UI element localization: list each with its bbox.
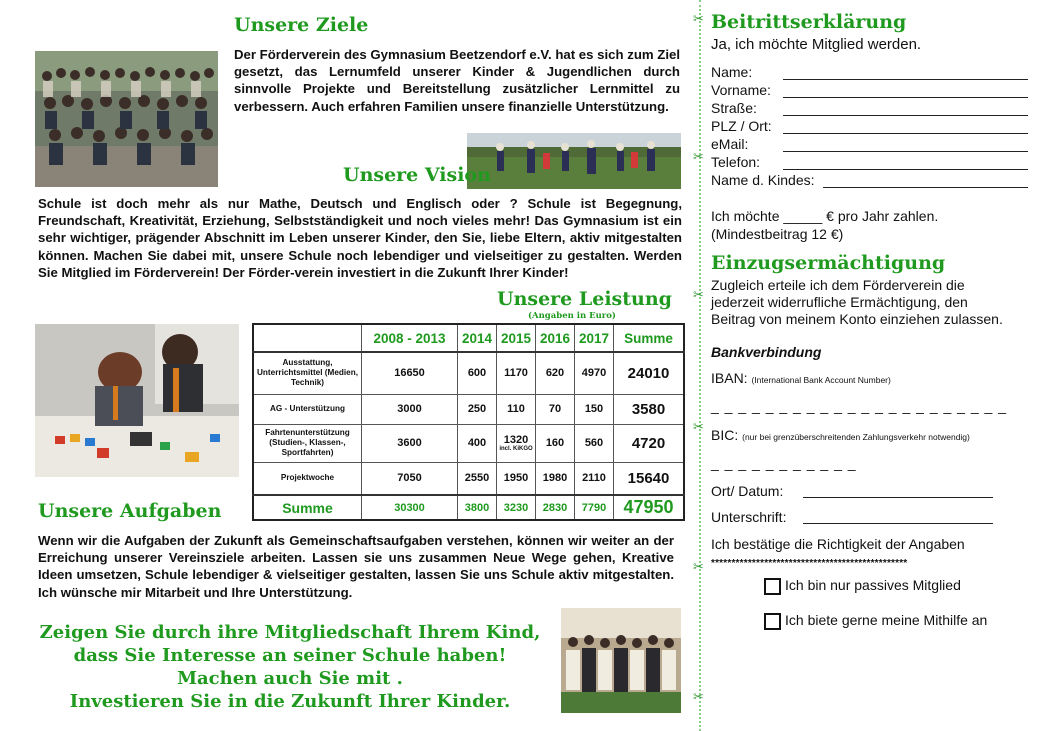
- slogan-line: Machen auch Sie mit .: [177, 668, 403, 689]
- table-cell: 16650: [362, 352, 458, 394]
- robotics-photo: [35, 324, 239, 477]
- scissors-icon: ✂: [693, 690, 704, 705]
- iban-note: (International Bank Account Number): [751, 375, 891, 385]
- name-input-line[interactable]: [783, 79, 1028, 80]
- row-sum: 3580: [614, 394, 685, 424]
- table-cell: 1170: [497, 352, 536, 394]
- choir-photo: [561, 608, 681, 713]
- iban-input-blanks[interactable]: _ _ _ _ _ _ _ _ _ _ _ _ _ _ _ _ _ _ _ _ _ _: [711, 398, 1007, 414]
- scissors-icon: ✂: [693, 420, 704, 435]
- helper-label: Ich biete gerne meine Mithilfe an: [785, 612, 988, 628]
- row-label: Fahrtenunterstützung (Studien-, Klassen-, Sportfahrten): [253, 424, 362, 462]
- table-row: [253, 352, 684, 394]
- table-cell: 7050: [362, 462, 458, 495]
- table-cell: 1950: [497, 462, 536, 495]
- field-label-name: Name:: [711, 64, 753, 80]
- sepa-title: Einzugsermächtigung: [711, 252, 946, 274]
- text-vision: Schule ist doch mehr als nur Mathe, Deutsch und Englisch oder ? Schule ist Begegnung, Freundschaft, Kreativität, Erziehung, Selbstständigkeit und noch vieles mehr! Das Gymnasium ist ein sehr wichtiger, prägender Abschnitt im Leben unserer Kinder, den Sie, liebe Eltern, aktiv mitgestalten können. Machen Sie dabei mit, unsere Schule noch lebendiger und vielseitiger zu gestalten. Werden Sie Mitglied im Förderverein! Der Förder-verein investiert in die Zukunft Ihrer Kinder!: [38, 196, 682, 280]
- email-input-line[interactable]: [783, 151, 1028, 152]
- running-photo: [467, 133, 681, 189]
- row-label: Projektwoche: [253, 462, 362, 495]
- field-label-vorname: Vorname:: [711, 82, 771, 98]
- total-sum: 47950: [614, 495, 685, 520]
- cut-line: [699, 0, 703, 731]
- sepa-text-line: jederzeit widerrufliche Ermächtigung, den: [711, 294, 968, 310]
- table-cell-value: 1320: [503, 433, 529, 446]
- total-label: Summe: [253, 495, 362, 520]
- table-cell: 560: [575, 424, 614, 462]
- text-aufgaben: Wenn wir die Aufgaben der Zukunft als Gemeinschaftsaufgaben verstehen, können wir weiter an der Erreichung unserer Vereinsziele arbeiten. Lassen sie uns zusammen Neue Wege gehen, Kreative Ideen umsetzen, Schule lebendiger & vielseitiger gestalten, lassen Sie uns Schule aktiv mitgestalten. Ich wünsche mir Mitarbeit und Ihre Unterstützung.: [38, 533, 674, 600]
- group-photo: [35, 51, 218, 187]
- field-label-telefon: Telefon:: [711, 154, 761, 170]
- amount-min-text: (Mindestbeitrag 12 €): [711, 226, 844, 242]
- row-label: Ausstattung, Unterrichtsmittel (Medien, Technik): [253, 352, 362, 394]
- heading-vision: Unsere Vision: [343, 164, 491, 186]
- bic-label: [711, 427, 970, 443]
- table-row: [253, 424, 684, 462]
- table-row: [253, 394, 684, 424]
- total-cell: 7790: [575, 495, 614, 520]
- field-label-email: eMail:: [711, 136, 749, 152]
- table-cell: 600: [458, 352, 497, 394]
- text-ziele: Der Förderverein des Gymnasium Beetzendorf e.V. hat es sich zum Ziel gesetzt, das Lernumfeld unserer Kinder & Jugendlichen durch sinnvolle Projekte und Bereitstellung zusätzlicher Lernmittel zu verbessern. Auch erfahren Familien unsere finanzielle Unterstützung.: [234, 47, 680, 114]
- leistung-subheading: (Angaben in Euro): [528, 311, 616, 321]
- signature-input-line[interactable]: [803, 523, 993, 524]
- scissors-icon: ✂: [693, 560, 704, 575]
- table-cell: 70: [536, 394, 575, 424]
- iban-label: [711, 370, 891, 386]
- table-cell: [497, 424, 536, 462]
- table-header-cell: Summe: [614, 324, 685, 352]
- stars-divider: ************************************************: [711, 558, 908, 569]
- slogan-line: Zeigen Sie durch ihre Mitgliedschaft Ihrem Kind,: [39, 622, 541, 643]
- table-total-row: [253, 495, 684, 520]
- form-intro: Ja, ich möchte Mitglied werden.: [711, 36, 922, 53]
- scissors-icon: ✂: [693, 288, 704, 303]
- bic-label-text: BIC:: [711, 427, 739, 443]
- table-cell: 2550: [458, 462, 497, 495]
- table-cell: 250: [458, 394, 497, 424]
- field-label-strasse: Straße:: [711, 100, 757, 116]
- ort-datum-label: Ort/ Datum:: [711, 483, 784, 499]
- confirm-text: Ich bestätige die Richtigkeit der Angaben: [711, 536, 965, 552]
- passive-member-label: Ich bin nur passives Mitglied: [785, 577, 961, 593]
- slogan-line: Investieren Sie in die Zukunft Ihrer Kinder.: [69, 691, 511, 712]
- table-header-cell: 2014: [458, 324, 497, 352]
- bic-input-blanks[interactable]: _ _ _ _ _ _ _ _ _ _ _: [711, 455, 857, 471]
- field-label-plz: PLZ / Ort:: [711, 118, 772, 134]
- helper-checkbox[interactable]: [764, 613, 781, 630]
- sepa-text-line: Beitrag von meinem Konto einziehen zulassen.: [711, 311, 1003, 327]
- table-cell: 620: [536, 352, 575, 394]
- table-header-cell: 2008 - 2013: [362, 324, 458, 352]
- heading-leistung: Unsere Leistung: [497, 288, 672, 310]
- scissors-icon: ✂: [693, 150, 704, 165]
- table-cell: 160: [536, 424, 575, 462]
- vorname-input-line[interactable]: [783, 97, 1028, 98]
- sepa-text-line: Zugleich erteile ich dem Förderverein die: [711, 277, 965, 293]
- table-cell: 400: [458, 424, 497, 462]
- table-cell: 1980: [536, 462, 575, 495]
- row-label: AG - Unterstützung: [253, 394, 362, 424]
- form-title: Beitrittserklärung: [711, 11, 907, 33]
- kind-input-line[interactable]: [823, 187, 1028, 188]
- heading-aufgaben: Unsere Aufgaben: [38, 500, 222, 522]
- table-cell: 2110: [575, 462, 614, 495]
- table-header-cell: 2016: [536, 324, 575, 352]
- signature-label: Unterschrift:: [711, 509, 787, 525]
- heading-ziele: Unsere Ziele: [234, 14, 369, 36]
- iban-label-text: IBAN:: [711, 370, 748, 386]
- amount-text: Ich möchte _____ € pro Jahr zahlen.: [711, 208, 939, 224]
- row-sum: 24010: [614, 352, 685, 394]
- leistung-table: [252, 323, 685, 521]
- slogan-line: dass Sie Interesse an seiner Schule haben!: [73, 645, 507, 666]
- plz-input-line[interactable]: [783, 133, 1028, 134]
- table-cell: 150: [575, 394, 614, 424]
- bank-title: Bankverbindung: [711, 344, 822, 360]
- total-cell: 3230: [497, 495, 536, 520]
- table-cell: 3600: [362, 424, 458, 462]
- total-cell: 2830: [536, 495, 575, 520]
- scissors-icon: ✂: [693, 12, 704, 27]
- table-cell: 110: [497, 394, 536, 424]
- bic-note: (nur bei grenzüberschreitenden Zahlungsverkehr notwendig): [742, 432, 970, 442]
- table-cell-note: incl. KiKGO: [499, 445, 533, 452]
- ort-datum-input-line[interactable]: [803, 497, 993, 498]
- total-cell: 3800: [458, 495, 497, 520]
- table-cell: 4970: [575, 352, 614, 394]
- strasse-input-line[interactable]: [783, 115, 1028, 116]
- table-header-cell: [253, 324, 362, 352]
- table-header-cell: 2015: [497, 324, 536, 352]
- total-cell: 30300: [362, 495, 458, 520]
- table-header-cell: 2017: [575, 324, 614, 352]
- passive-member-checkbox[interactable]: [764, 578, 781, 595]
- row-sum: 15640: [614, 462, 685, 495]
- row-sum: 4720: [614, 424, 685, 462]
- table-cell: 3000: [362, 394, 458, 424]
- table-row: [253, 462, 684, 495]
- table-header-row: [253, 324, 684, 352]
- field-label-kind: Name d. Kindes:: [711, 172, 815, 188]
- telefon-input-line[interactable]: [783, 169, 1028, 170]
